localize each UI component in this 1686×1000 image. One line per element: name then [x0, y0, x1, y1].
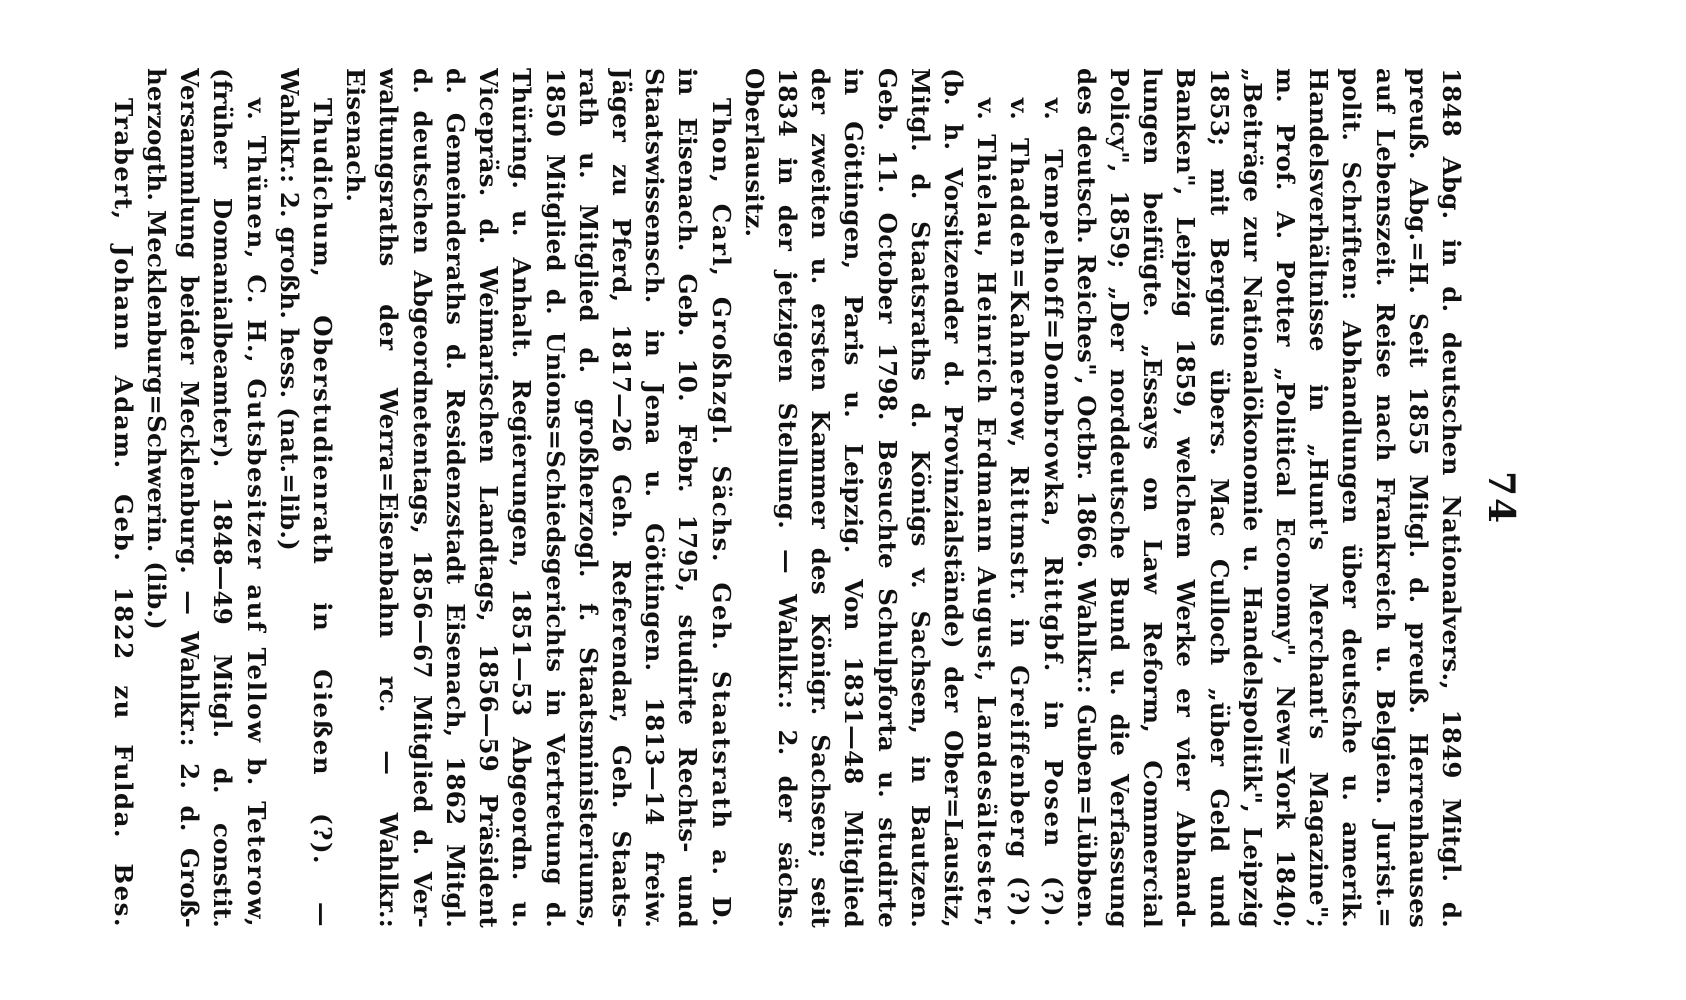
- text-line: 1853; mit Bergius übers. Mac Culloch „über Geld und: [1204, 68, 1234, 928]
- text-line: 1848 Abg. in d. deutschen Nationalvers., 1849 Mitgl. d.: [1437, 68, 1466, 928]
- text-line: d. Gemeinderaths d. Residenzstadt Eisenach, 1862 Mitgl.: [440, 68, 470, 928]
- text-line: „Beiträge zur Nationalökonomie u. Handelspolitik", Leipzig: [1237, 68, 1267, 928]
- text-line: Jäger zu Pferd, 1817—26 Geh. Referendar, Geh. Staats-: [606, 68, 636, 928]
- text-line: Wahlkr.: 2. großh. hess. (nat.=lib.): [274, 68, 304, 551]
- entry-line: Trabert, Johann Adam. Geb. 1822 zu Fulda. Bes.: [108, 98, 138, 928]
- text-line: in Göttingen, Paris u. Leipzig. Von 1831—48 Mitglied: [839, 68, 869, 928]
- text-line: der zweiten u. ersten Kammer des Königr. Sachsen; seit: [806, 68, 836, 928]
- text-line: Thüring. u. Anhalt. Regierungen, 1851—53 Abgeordn. u.: [507, 68, 537, 928]
- text-line: Vicepräs. d. Weimarischen Landtags, 1856—59 Präsident: [474, 68, 504, 928]
- text-line: d. deutschen Abgeordnetentags, 1856—67 Mitglied d. Ver-: [407, 68, 437, 928]
- text-line: rath u. Mitglied d. großherzogl. f. Staatsministeriums,: [573, 68, 603, 928]
- text-line: Versammlung beider Mecklenburg. — Wahlkr.: 2. d. Groß-: [175, 68, 205, 928]
- text-line: Handelsverhältnisse in „Hunt's Merchant's Magazine";: [1304, 68, 1334, 928]
- text-line: (b. h. Vorsitzender d. Provinzialstände) der Ober=Lausitz,: [938, 68, 968, 928]
- page-sheet: [52, 68, 1522, 928]
- text-line: in Eisenach. Geb. 10. Febr. 1795, studirte Rechts- und: [673, 68, 703, 928]
- text-line: Eisenach.: [341, 68, 371, 203]
- text-line: Geb. 11. October 1798. Besuchte Schulpforta u. studirte: [872, 68, 902, 928]
- text-line: Staatswissensch. in Jena u. Göttingen. 1813—14 freiw.: [640, 68, 670, 928]
- text-line: (früher Domanialbeamter). 1848—49 Mitgl. d. constit.: [208, 68, 238, 928]
- text-line: lungen beifügte. „Essays on Law Reform, Commercial: [1138, 68, 1168, 928]
- entry-line: Thudichum, Oberstudienrath in Gießen (?). —: [308, 98, 338, 928]
- text-line: des deutsch. Reiches", Octbr. 1866. Wahlkr.: Guben=Lübben.: [1071, 68, 1101, 928]
- text-line: auf Lebenszeit. Reise nach Frankreich u. Belgien. Jurist.=: [1370, 68, 1400, 928]
- text-line: 1850 Mitglied d. Unions=Schiedsgerichts in Vertretung d.: [540, 68, 570, 928]
- text-line: preuß. Abg.=H. Seit 1855 Mitgl. d. preuß. Herrenhauses: [1403, 68, 1433, 928]
- entry-line: Thon, Carl, Großhzgl. Sächs. Geh. Staatsrath a. D.: [706, 98, 736, 928]
- text-line: Banken", Leipzig 1859, welchem Werke er vier Abhand-: [1171, 68, 1201, 928]
- page-number: 74: [1480, 470, 1522, 526]
- entry-line: v. Thünen, C. H., Gutsbesitzer auf Tellow b. Teterow,: [241, 98, 271, 928]
- credit-strip: [0, 0, 20, 1000]
- entry-line: v. Thadden=Kahnerow, Rittmstr. in Greiffenberg (?).: [1005, 98, 1035, 928]
- text-line: Policy", 1859; „Der norddeutsche Bund u. die Verfassung: [1104, 68, 1134, 928]
- page-body-text: [107, 68, 1468, 928]
- text-line: herzogth. Mecklenburg=Schwerin. (lib.): [142, 68, 172, 630]
- entry-line: v. Thielau, Heinrich Erdmann August, Landesältester,: [972, 98, 1002, 928]
- entry-line: v. Tempelhoff=Dombrowka, Rittgbf. in Posen (?).: [1038, 98, 1068, 928]
- text-line: m. Prof. A. Potter „Political Economy", New=York 1840;: [1270, 68, 1300, 928]
- text-line: 1834 in der jetzigen Stellung. — Wahlkr.: 2. der sächs.: [772, 68, 802, 928]
- text-line: waltungsraths der Werra=Eisenbahn rc. — Wahlkr.:: [374, 68, 404, 928]
- text-line: polit. Schriften: Abhandlungen über deutsche u. amerik.: [1337, 68, 1367, 928]
- text-line: Mitgl. d. Staatsraths d. Königs v. Sachsen, in Bautzen.: [905, 68, 935, 928]
- text-line: Oberlausitz.: [739, 68, 769, 238]
